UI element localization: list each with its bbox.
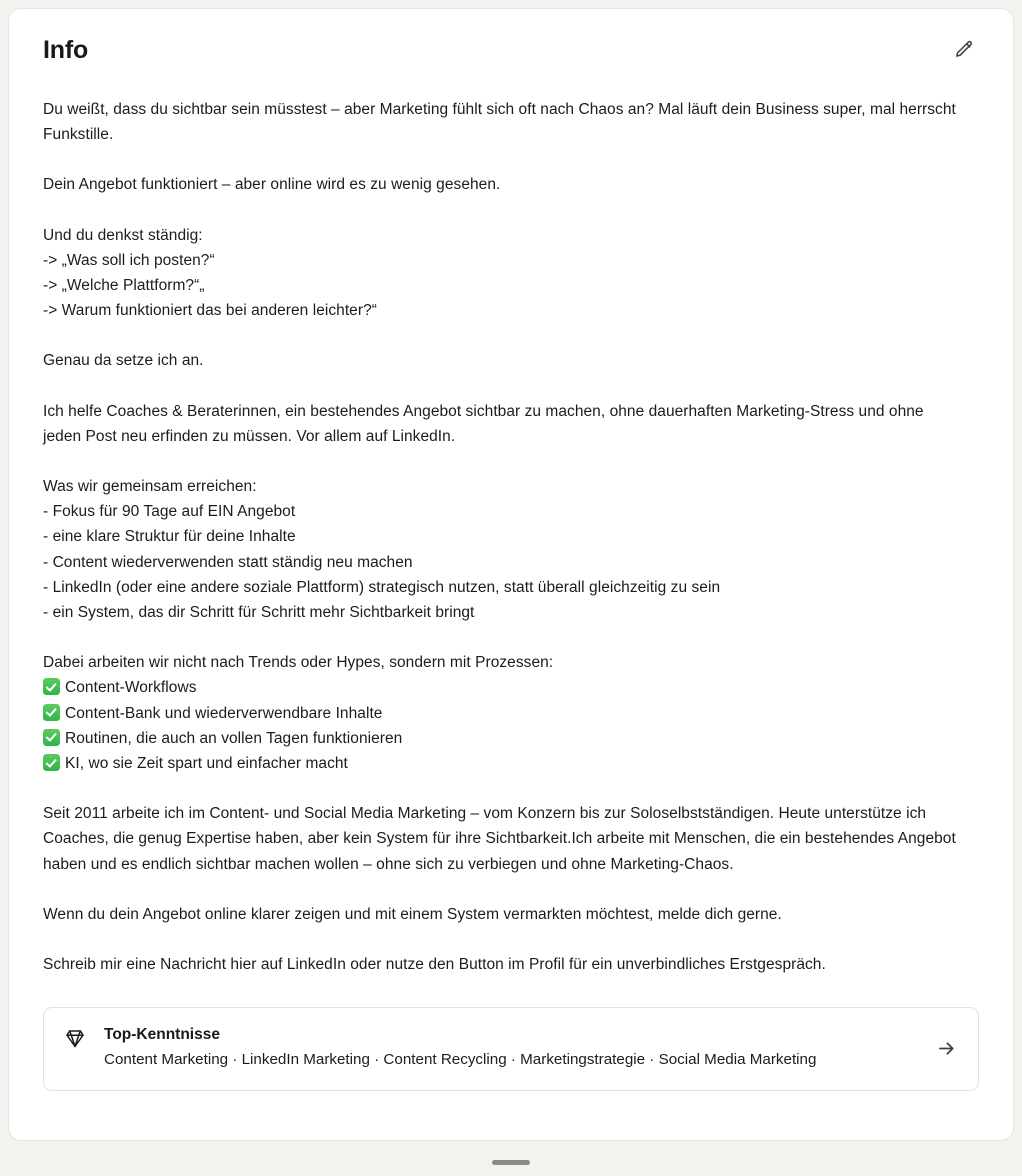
list-item: [43, 751, 963, 776]
list-item: [43, 701, 963, 726]
paragraph-help: [43, 399, 963, 449]
check-mark-icon: [43, 729, 60, 746]
top-skills-title: Top-Kenntnisse: [104, 1026, 220, 1044]
list-item: - Content wiederverwenden statt ständig neu machen: [43, 553, 413, 571]
text-line: Was wir gemeinsam erreichen:: [43, 478, 257, 496]
list-item-label: Routinen, die auch an vollen Tagen funktionieren: [65, 729, 403, 747]
list-item-label: KI, wo sie Zeit spart und einfacher macht: [65, 755, 348, 773]
list-item: - ein System, das dir Schritt für Schritt mehr Sichtbarkeit bringt: [43, 604, 475, 622]
list-item-label: Content-Bank und wiederverwendbare Inhalte: [65, 704, 383, 722]
info-header: [43, 35, 979, 75]
text-line: Schreib mir eine Nachricht hier auf LinkedIn oder nutze den Button im Profil für ein unverbindliches Erstgespräch.: [43, 956, 826, 974]
text-line: Seit 2011 arbeite ich im Content- und Social Media Marketing – vom Konzern bis zur Soloselbstständigen. Heute unterstütze ich Coaches, die genug Expertise haben, aber kein System für ihre Sichtbarkeit.Ich arbeite mit Menschen, die ein bestehendes Angebot haben und es endlich sichtbar machen wollen – ohne sich zu verbiegen und ohne Marketing-Chaos.: [43, 805, 956, 873]
paragraph-hook: [43, 348, 963, 373]
paragraph-intro: [43, 97, 963, 147]
pencil-icon: [953, 39, 975, 61]
paragraph-outcomes: [43, 474, 963, 625]
top-skills-card[interactable]: [43, 1007, 979, 1091]
text-line: Ich helfe Coaches & Beraterinnen, ein bestehendes Angebot sichtbar zu machen, ohne dauerhaften Marketing-Stress und ohne jeden Post neu erfinden zu müssen. Vor allem auf LinkedIn.: [43, 402, 924, 445]
drag-handle[interactable]: [492, 1160, 530, 1165]
text-line: Dein Angebot funktioniert – aber online wird es zu wenig gesehen.: [43, 176, 501, 194]
check-mark-icon: [43, 704, 60, 721]
check-mark-icon: [43, 678, 60, 695]
paragraph-closing: [43, 902, 963, 927]
text-line: -> Warum funktioniert das bei anderen leichter?“: [43, 302, 377, 320]
text-line: Du weißt, dass du sichtbar sein müsstest – aber Marketing fühlt sich oft nach Chaos an? Mal läuft dein Business super, mal herrscht Funkstille.: [43, 101, 956, 144]
paragraph-process: [43, 650, 963, 776]
text-line: Und du denkst ständig:: [43, 226, 203, 244]
text-line: -> „Was soll ich posten?“: [43, 251, 215, 269]
edit-button[interactable]: [947, 33, 981, 67]
list-item: [43, 675, 963, 700]
top-skills-text: [104, 1024, 916, 1073]
top-skills-list: Content Marketing · LinkedIn Marketing · Content Recycling · Marketingstrategie · Social Media Marketing: [104, 1051, 817, 1069]
about-text: [43, 97, 979, 977]
text-line: -> „Welche Plattform?“„: [43, 277, 205, 295]
paragraph-cta: [43, 952, 963, 977]
page-title: Info: [43, 36, 89, 64]
text-line: Wenn du dein Angebot online klarer zeigen und mit einem System vermarkten möchtest, melde dich gerne.: [43, 905, 782, 923]
paragraph-offer: [43, 172, 963, 197]
list-item: - eine klare Struktur für deine Inhalte: [43, 528, 296, 546]
check-mark-icon: [43, 754, 60, 771]
list-item-label: Content-Workflows: [65, 679, 197, 697]
paragraph-experience: [43, 801, 963, 877]
info-card: [8, 8, 1014, 1141]
arrow-right-icon[interactable]: [932, 1035, 960, 1063]
gem-icon: [62, 1025, 88, 1051]
text-line: Genau da setze ich an.: [43, 352, 204, 370]
list-item: - Fokus für 90 Tage auf EIN Angebot: [43, 503, 296, 521]
paragraph-questions: [43, 223, 963, 324]
list-item: - LinkedIn (oder eine andere soziale Plattform) strategisch nutzen, statt überall gleichzeitig zu sein: [43, 578, 721, 596]
text-line: Dabei arbeiten wir nicht nach Trends oder Hypes, sondern mit Prozessen:: [43, 654, 554, 672]
list-item: [43, 726, 963, 751]
